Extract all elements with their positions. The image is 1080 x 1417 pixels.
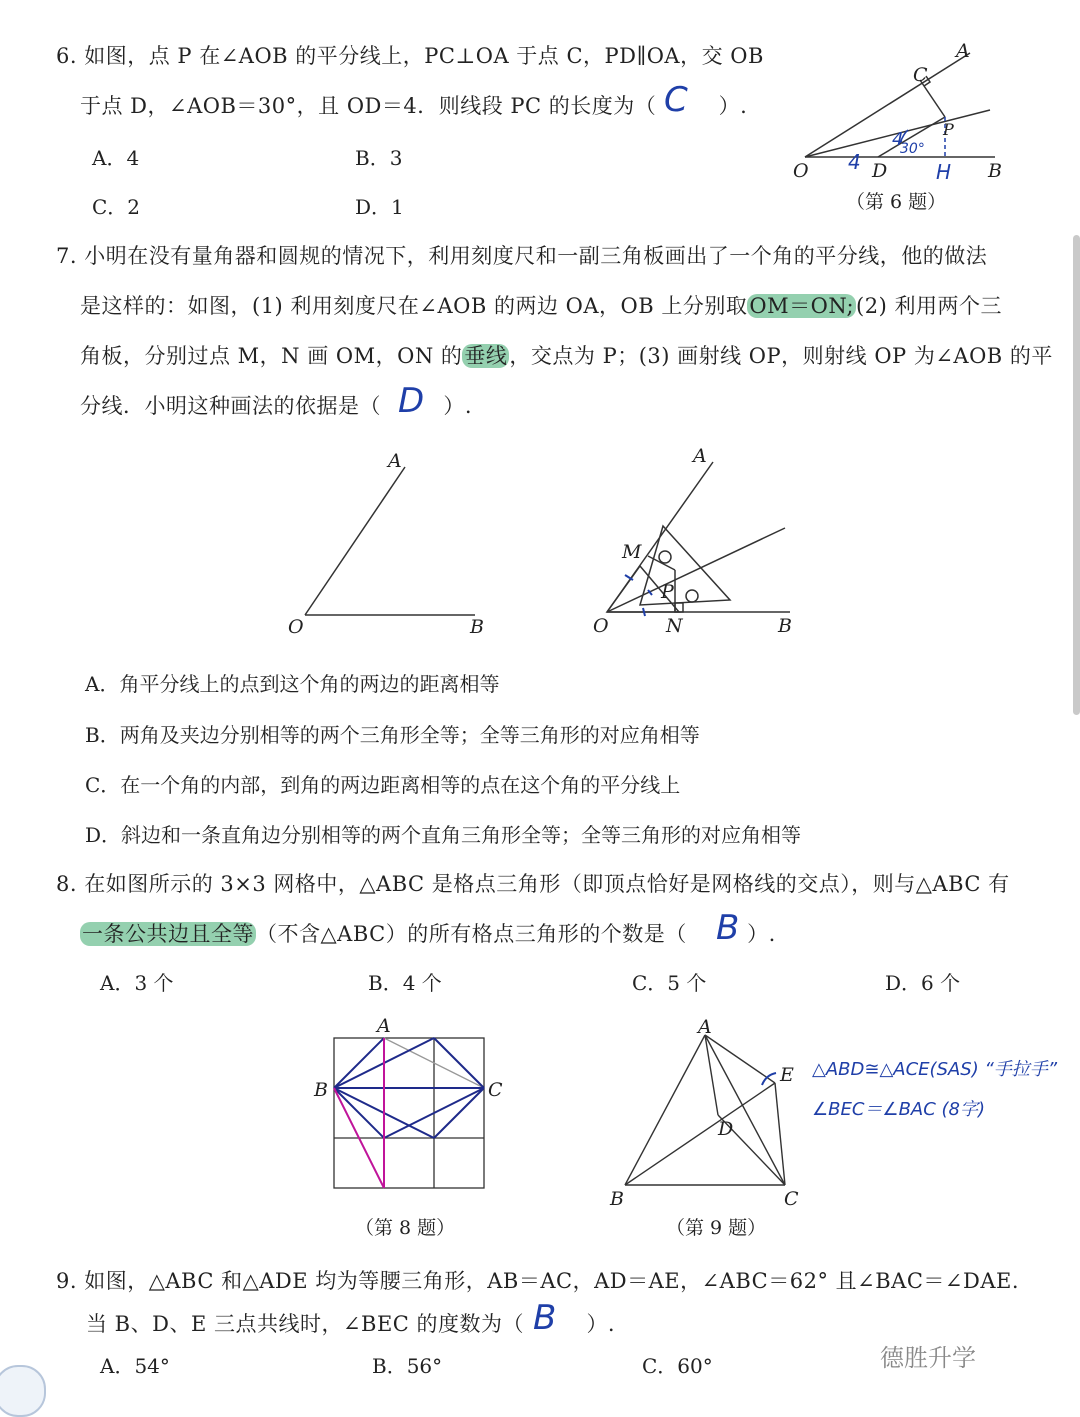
q8-line2 <box>80 918 776 948</box>
q6-option-c: C．2 <box>92 195 141 219</box>
q7-figure-1 <box>280 445 510 645</box>
q7-line2 <box>80 290 1002 320</box>
q9-label-c: C <box>784 1188 799 1210</box>
q6-label-a: A <box>956 40 970 62</box>
scrollbar[interactable] <box>1073 235 1080 715</box>
q6-line2 <box>80 90 747 120</box>
q8-answer: B <box>716 908 740 948</box>
q7-answer: D <box>398 381 425 421</box>
q7-fig1-label-a: A <box>388 450 402 472</box>
q9-answer: B <box>533 1298 557 1338</box>
q9-figure <box>600 1015 830 1215</box>
q8-label-b: B <box>314 1079 328 1101</box>
q7-option-b: B．两角及夹边分别相等的两个三角形全等；全等三角形的对应角相等 <box>85 723 700 747</box>
q9-note-congruence: △ABD≅△ACE(SAS) “手拉手” <box>812 1059 1058 1080</box>
q7-option-c: C．在一个角的内部，到角的两边距离相等的点在这个角的平分线上 <box>85 773 681 797</box>
q9-label-b: B <box>610 1188 624 1210</box>
q7-fig2-label-a: A <box>693 445 707 467</box>
q9-option-c: C．60° <box>642 1354 713 1378</box>
q6-label-c: C <box>913 64 928 86</box>
favorite-star-icon[interactable] <box>0 1365 46 1417</box>
q9-label-a: A <box>698 1016 712 1038</box>
q6-option-b: B．3 <box>355 146 403 170</box>
q7-line1: 7. 小明在没有量角器和圆规的情况下，利用刻度尺和一副三角板画出了一个角的平分线，他的做法 <box>56 244 988 268</box>
q6-line2-text: 于点 D，∠AOB＝30°，且 OD＝4．则线段 PC 的长度为（ <box>80 94 657 118</box>
q7-figure-2 <box>585 440 815 640</box>
q7-fig2-label-p: P <box>661 581 674 603</box>
q8-label-a: A <box>377 1015 391 1037</box>
q7-fig2-label-m: M <box>622 541 642 563</box>
q6-line2-end: ）. <box>718 94 748 118</box>
q7-highlight-perpendicular: 垂线 <box>464 344 508 368</box>
q9-caption: （第 9 题） <box>666 1217 767 1239</box>
q7-line3 <box>80 340 1053 370</box>
q8-option-c: C．5 个 <box>632 971 707 995</box>
q8-caption: （第 8 题） <box>355 1217 456 1239</box>
q6-option-a: A．4 <box>92 146 140 170</box>
q9-line2-text: 当 B、D、E 三点共线时，∠BEC 的度数为（ <box>86 1312 525 1336</box>
q9-note-angle: ∠BEC＝∠BAC (8字) <box>812 1099 986 1120</box>
q8-line2-end: ）. <box>747 922 776 946</box>
q7-option-a: A．角平分线上的点到这个角的两边的距离相等 <box>85 672 500 696</box>
q8-option-b: B．4 个 <box>368 971 442 995</box>
q8-figure <box>300 1010 520 1200</box>
q7-line3-b: ，交点为 P；(3) 画射线 OP，则射线 OP 为∠AOB 的平 <box>509 344 1053 368</box>
q6-label-d: D <box>872 160 888 182</box>
q6-label-p: P <box>943 120 954 139</box>
q7-fig2-label-o: O <box>593 615 609 637</box>
q8-option-d: D．6 个 <box>885 971 961 995</box>
q6-option-d: D．1 <box>355 195 404 219</box>
q8-label-c: C <box>488 1079 503 1101</box>
q9-line2-end: ）. <box>586 1312 616 1336</box>
q8-line1: 8. 在如图所示的 3×3 网格中，△ABC 是格点三角形（即顶点恰好是网格线的交点），则与△ABC 有 <box>56 872 1010 896</box>
q6-line1: 6. 如图，点 P 在∠AOB 的平分线上，PC⊥OA 于点 C，PD∥OA，交 OB <box>56 44 764 68</box>
q9-label-e: E <box>780 1064 794 1086</box>
q7-fig2-label-n: N <box>666 615 683 637</box>
q6-note-4: 4 <box>892 129 904 150</box>
q6-note-h: H <box>936 160 952 184</box>
q7-line2-a: 是这样的：如图，(1) 利用刻度尺在∠AOB 的两边 OA，OB 上分别取 <box>80 294 748 318</box>
watermark: 德胜升学 <box>880 1344 976 1372</box>
q7-highlight-om-on: OM＝ON; <box>749 294 855 318</box>
q8-highlight-common-side: 一条公共边且全等 <box>82 922 254 946</box>
q7-fig1-label-b: B <box>470 616 484 638</box>
q6-note-od: 4 <box>848 150 861 174</box>
q9-option-b: B．56° <box>372 1354 443 1378</box>
q7-line3-a: 角板，分别过点 M，N 画 OM，ON 的 <box>80 344 463 368</box>
q6-figure <box>780 35 1020 185</box>
q7-line2-b: (2) 利用两个三 <box>856 294 1002 318</box>
q6-label-o: O <box>793 160 809 182</box>
q6-answer: C <box>664 80 688 120</box>
q9-line1: 9. 如图，△ABC 和△ADE 均为等腰三角形，AB＝AC，AD＝AE，∠ABC＝62° 且∠BAC＝∠DAE. <box>56 1269 1019 1293</box>
q7-fig1-label-o: O <box>288 616 304 638</box>
q8-line2-b: （不含△ABC）的所有格点三角形的个数是（ <box>256 922 687 946</box>
q6-caption: （第 6 题） <box>846 191 947 213</box>
q7-line4-text: 分线．小明这种画法的依据是（ <box>80 394 381 418</box>
q7-fig2-label-b: B <box>778 615 792 637</box>
q6-label-b: B <box>988 160 1002 182</box>
q9-label-d: D <box>718 1118 734 1140</box>
q7-option-d: D．斜边和一条直角边分别相等的两个直角三角形全等；全等三角形的对应角相等 <box>85 823 802 847</box>
q7-line4-end: ）. <box>443 394 473 418</box>
q6-note-angle: 30° <box>900 141 925 157</box>
q9-option-a: A．54° <box>100 1354 170 1378</box>
q8-option-a: A．3 个 <box>100 971 174 995</box>
